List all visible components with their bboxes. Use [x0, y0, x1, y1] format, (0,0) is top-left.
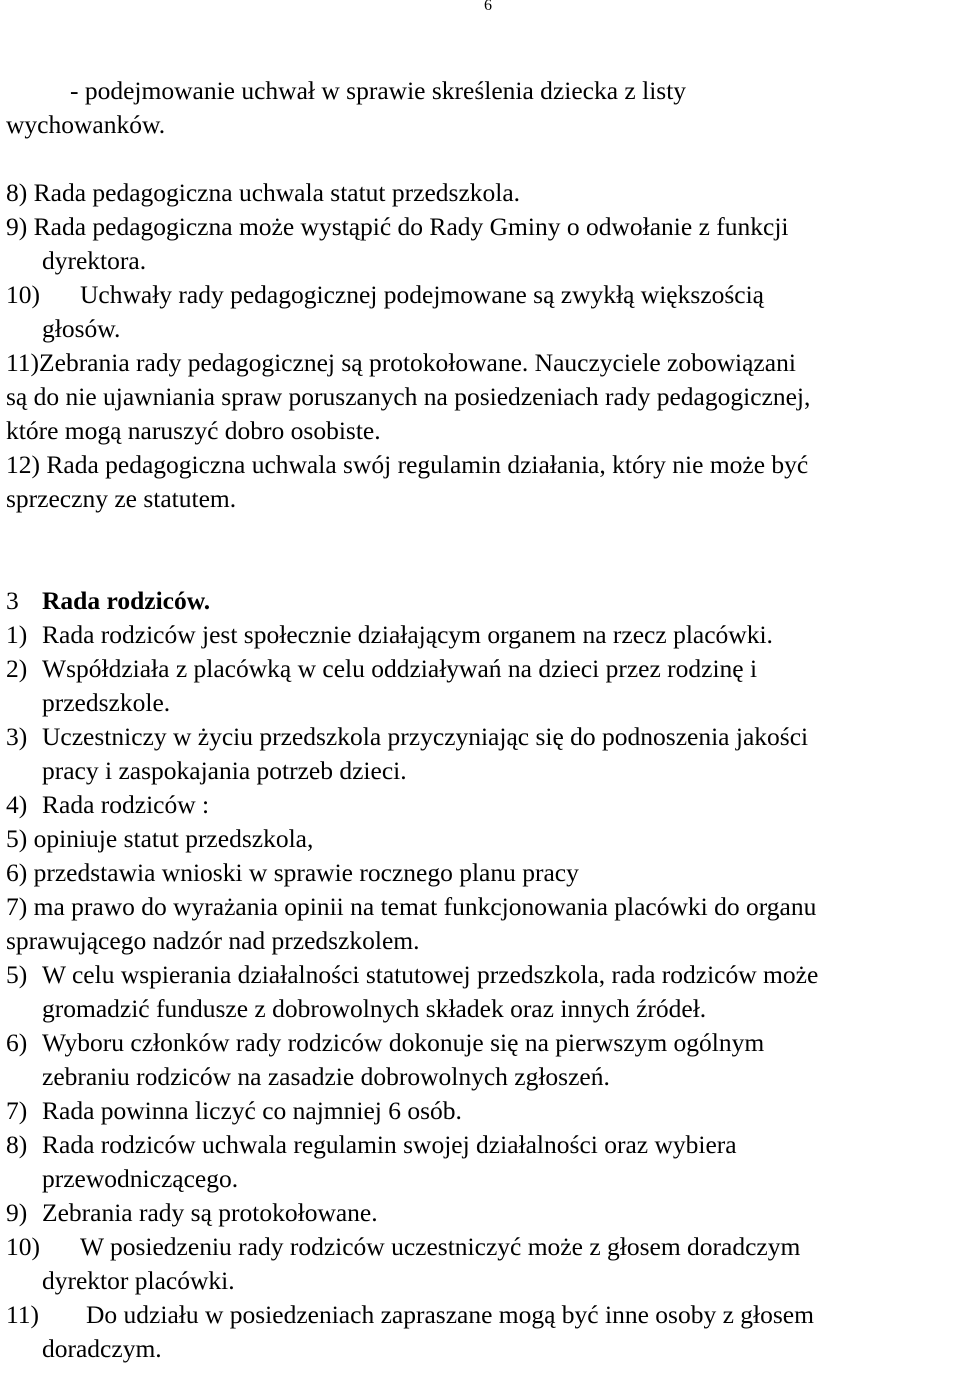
list-item [6, 448, 808, 482]
list-item-continuation: które mogą naruszyć dobro osobiste. [6, 416, 381, 445]
list-item-continuation: przedszkole. [42, 688, 171, 717]
list-item-number: 5) [6, 824, 28, 853]
list-item [6, 856, 579, 890]
list-item-text: Rada rodziców jest społecznie działającym organem na rzecz placówki. [42, 620, 773, 649]
section-title: Rada rodziców. [42, 586, 211, 615]
section-number: 3 [6, 586, 19, 615]
list-item-text: Zebrania rady pedagogicznej są protokołowane. Nauczyciele zobowiązani [39, 348, 796, 377]
list-item-number: 12) [6, 450, 40, 479]
list-item-text: ma prawo do wyrażania opinii na temat funkcjonowania placówki do organu [33, 892, 817, 921]
list-item-continuation: sprzeczny ze statutem. [6, 484, 237, 513]
list-item [6, 652, 757, 686]
list-item-continuation: dyrektor placówki. [42, 1266, 235, 1295]
list-item [6, 1298, 814, 1332]
list-item-number: 3) [6, 722, 28, 751]
list-item-continuation: pracy i zaspokajania potrzeb dzieci. [42, 756, 407, 785]
list-item-text: Uchwały rady pedagogicznej podejmowane są zwykłą większością [80, 280, 764, 309]
list-item [6, 822, 313, 856]
intro-line: - podejmowanie uchwał w sprawie skreślenia dziecka z listy [70, 76, 687, 105]
list-item-number: 7) [6, 892, 28, 921]
list-item-text: przedstawia wnioski w sprawie rocznego planu pracy [33, 858, 579, 887]
list-item [6, 210, 789, 244]
list-item [6, 278, 764, 312]
list-item-number: 11) [6, 1300, 40, 1329]
list-item-text: Wyboru członków rady rodziców dokonuje się na pierwszym ogólnym [42, 1028, 765, 1057]
list-item [6, 1196, 378, 1230]
list-item-text: Zebrania rady są protokołowane. [42, 1198, 378, 1227]
list-item-number: 6) [6, 858, 28, 887]
list-item-continuation: głosów. [42, 314, 121, 343]
list-item-text: Rada powinna liczyć co najmniej 6 osób. [42, 1096, 462, 1125]
list-item [6, 618, 773, 652]
list-item-text: W celu wspierania działalności statutowej przedszkola, rada rodziców może [42, 960, 819, 989]
list-item [6, 958, 818, 992]
list-item-text: Rada pedagogiczna uchwala statut przedszkola. [33, 178, 521, 207]
list-item-number: 9) [6, 212, 28, 241]
list-item-number: 1) [6, 620, 28, 649]
list-item-text: Rada pedagogiczna może wystąpić do Rady Gminy o odwołanie z funkcji [33, 212, 789, 241]
list-item-number: 2) [6, 654, 28, 683]
page-number: 6 [484, 0, 492, 14]
list-item [6, 720, 808, 754]
list-item [6, 1026, 764, 1060]
list-item-number: 10) [6, 1232, 40, 1261]
list-item-text: Uczestniczy w życiu przedszkola przyczyniając się do podnoszenia jakości [42, 722, 809, 751]
list-item [6, 890, 816, 924]
list-item-continuation: gromadzić fundusze z dobrowolnych składek oraz innych źródeł. [42, 994, 707, 1023]
list-item-continuation: doradczym. [42, 1334, 162, 1363]
list-item-text: Do udziału w posiedzeniach zapraszane mogą być inne osoby z głosem [86, 1300, 814, 1329]
list-item-continuation: zebraniu rodziców na zasadzie dobrowolnych zgłoszeń. [42, 1062, 610, 1091]
list-item-continuation: przewodniczącego. [42, 1164, 239, 1193]
list-item-number: 6) [6, 1028, 28, 1057]
intro-line: wychowanków. [6, 110, 166, 139]
section-heading [6, 584, 210, 618]
list-item-text: Rada pedagogiczna uchwala swój regulamin działania, który nie może być [46, 450, 809, 479]
list-item-number: 10) [6, 280, 40, 309]
list-item [6, 346, 796, 380]
list-item [6, 1094, 462, 1128]
list-item-number: 7) [6, 1096, 28, 1125]
list-item [6, 1230, 800, 1264]
list-item-text: Współdziała z placówką w celu oddziaływań na dzieci przez rodzinę i [42, 654, 758, 683]
list-item [6, 176, 520, 210]
list-item-continuation: są do nie ujawniania spraw poruszanych na posiedzeniach rady pedagogicznej, [6, 382, 811, 411]
list-item-number: 4) [6, 790, 28, 819]
list-item-text: W posiedzeniu rady rodziców uczestniczyć może z głosem doradczym [80, 1232, 801, 1261]
list-item-number: 8) [6, 1130, 28, 1159]
list-item-number: 11) [6, 348, 40, 377]
list-item-continuation: dyrektora. [42, 246, 147, 275]
list-item-continuation: sprawującego nadzór nad przedszkolem. [6, 926, 420, 955]
list-item-number: 8) [6, 178, 28, 207]
list-item-text: opiniuje statut przedszkola, [33, 824, 314, 853]
list-item-number: 5) [6, 960, 28, 989]
list-item-text: Rada rodziców : [42, 790, 210, 819]
list-item [6, 1128, 737, 1162]
list-item-number: 9) [6, 1198, 28, 1227]
list-item-text: Rada rodziców uchwala regulamin swojej działalności oraz wybiera [42, 1130, 737, 1159]
list-item [6, 788, 209, 822]
